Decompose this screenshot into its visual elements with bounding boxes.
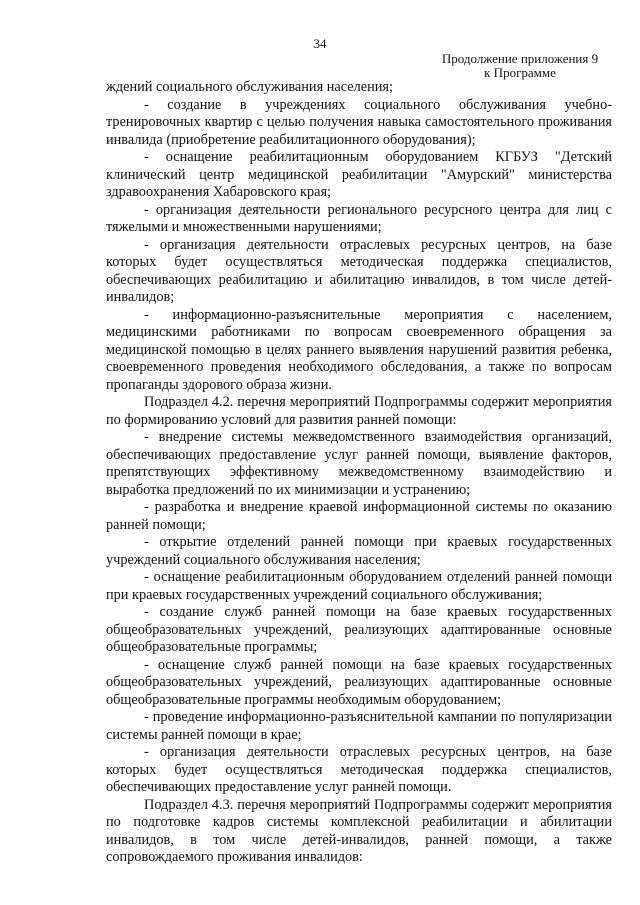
appendix-note-line-2: к Программе xyxy=(484,65,556,80)
body-text xyxy=(106,79,612,867)
list-item-services-equipment: - оснащение служб ранней помощи на базе краевых государственных общеобразовательных учреждений, реализующих адаптированные основные общеобразовательные программы необходимым оборудованием; xyxy=(106,656,612,708)
appendix-note-line-1: Продолжение приложения 9 xyxy=(441,51,599,66)
list-item-regional-resource-center: - организация деятельности регионального ресурсного центра для лиц с тяжелыми и множественными нарушениями; xyxy=(106,201,612,235)
paragraph-continuation: ждений социального обслуживания населения; xyxy=(106,79,393,95)
list-item-popularization-campaign: - проведение информационно-разъяснительной кампании по популяризации системы ранней помощи в крае; xyxy=(106,709,612,743)
paragraph-subsection-4-3: Подраздел 4.3. перечня мероприятий Подпрограммы содержит мероприятия по подготовке кадров системы комплексной реабилитации и абилитации инвалидов, в том числе детей-инвалидов, ранней помощи, а также сопровождаемого проживания инвалидов: xyxy=(106,796,612,865)
appendix-note xyxy=(430,52,610,80)
list-item-interagency-system: - внедрение системы межведомственного взаимодействия организаций, обеспечивающих предоставление услуг ранней помощи, выявление факторов, препятствующих эффективному межведомственному взаимодействию и выработка предложений по их минимизации и устранению; xyxy=(106,429,612,498)
list-item-early-help-departments: - открытие отделений ранней помощи при краевых государственных учреждений социального обслуживания населения; xyxy=(106,534,612,568)
list-item-department-equipment: - оснащение реабилитационным оборудованием отделений ранней помощи при краевых государственных учреждений социального обслуживания; xyxy=(106,569,612,603)
list-item-methodical-support: - организация деятельности отраслевых ресурсных центров, на базе которых будет осуществляться методическая поддержка специалистов, обеспечивающих предоставление услуг ранней помощи. xyxy=(106,744,612,795)
paragraph-subsection-4-2: Подраздел 4.2. перечня мероприятий Подпрограммы содержит мероприятия по формированию условий для развития ранней помощи: xyxy=(106,394,612,428)
list-item-training-apartments: - создание в учреждениях социального обслуживания учебно-тренировочных квартир с целью получения навыка самостоятельного проживания инвалида (приобретение реабилитационного оборудования); xyxy=(106,96,612,148)
list-item-information-system: - разработка и внедрение краевой информационной системы по оказанию ранней помощи; xyxy=(106,499,612,533)
list-item-early-help-services: - создание служб ранней помощи на базе краевых государственных общеобразовательных учреждений, реализующих адаптированные основные общеобразовательные программы; xyxy=(106,604,612,655)
list-item-information-events: - информационно-разъяснительные мероприятия с населением, медицинскими работниками по вопросам своевременного обращения за медицинской помощью в целях раннего выявления нарушений развития ребенка, своевременного проведения необходимого обследования, а также по вопросам пропаганды здорового образа жизни. xyxy=(106,306,612,393)
list-item-sector-resource-centers: - организация деятельности отраслевых ресурсных центров, на базе которых будет осуществляться методическая поддержка специалистов, обеспечивающих реабилитацию и абилитацию инвалидов, в том числе детей-инвалидов; xyxy=(106,236,612,305)
list-item-kgbuz-equipment: - оснащение реабилитационным оборудованием КГБУЗ "Детский клинический центр медицинской реабилитации "Амурский" министерства здравоохранения Хабаровского края; xyxy=(106,149,612,200)
page-number: 34 xyxy=(313,36,327,51)
